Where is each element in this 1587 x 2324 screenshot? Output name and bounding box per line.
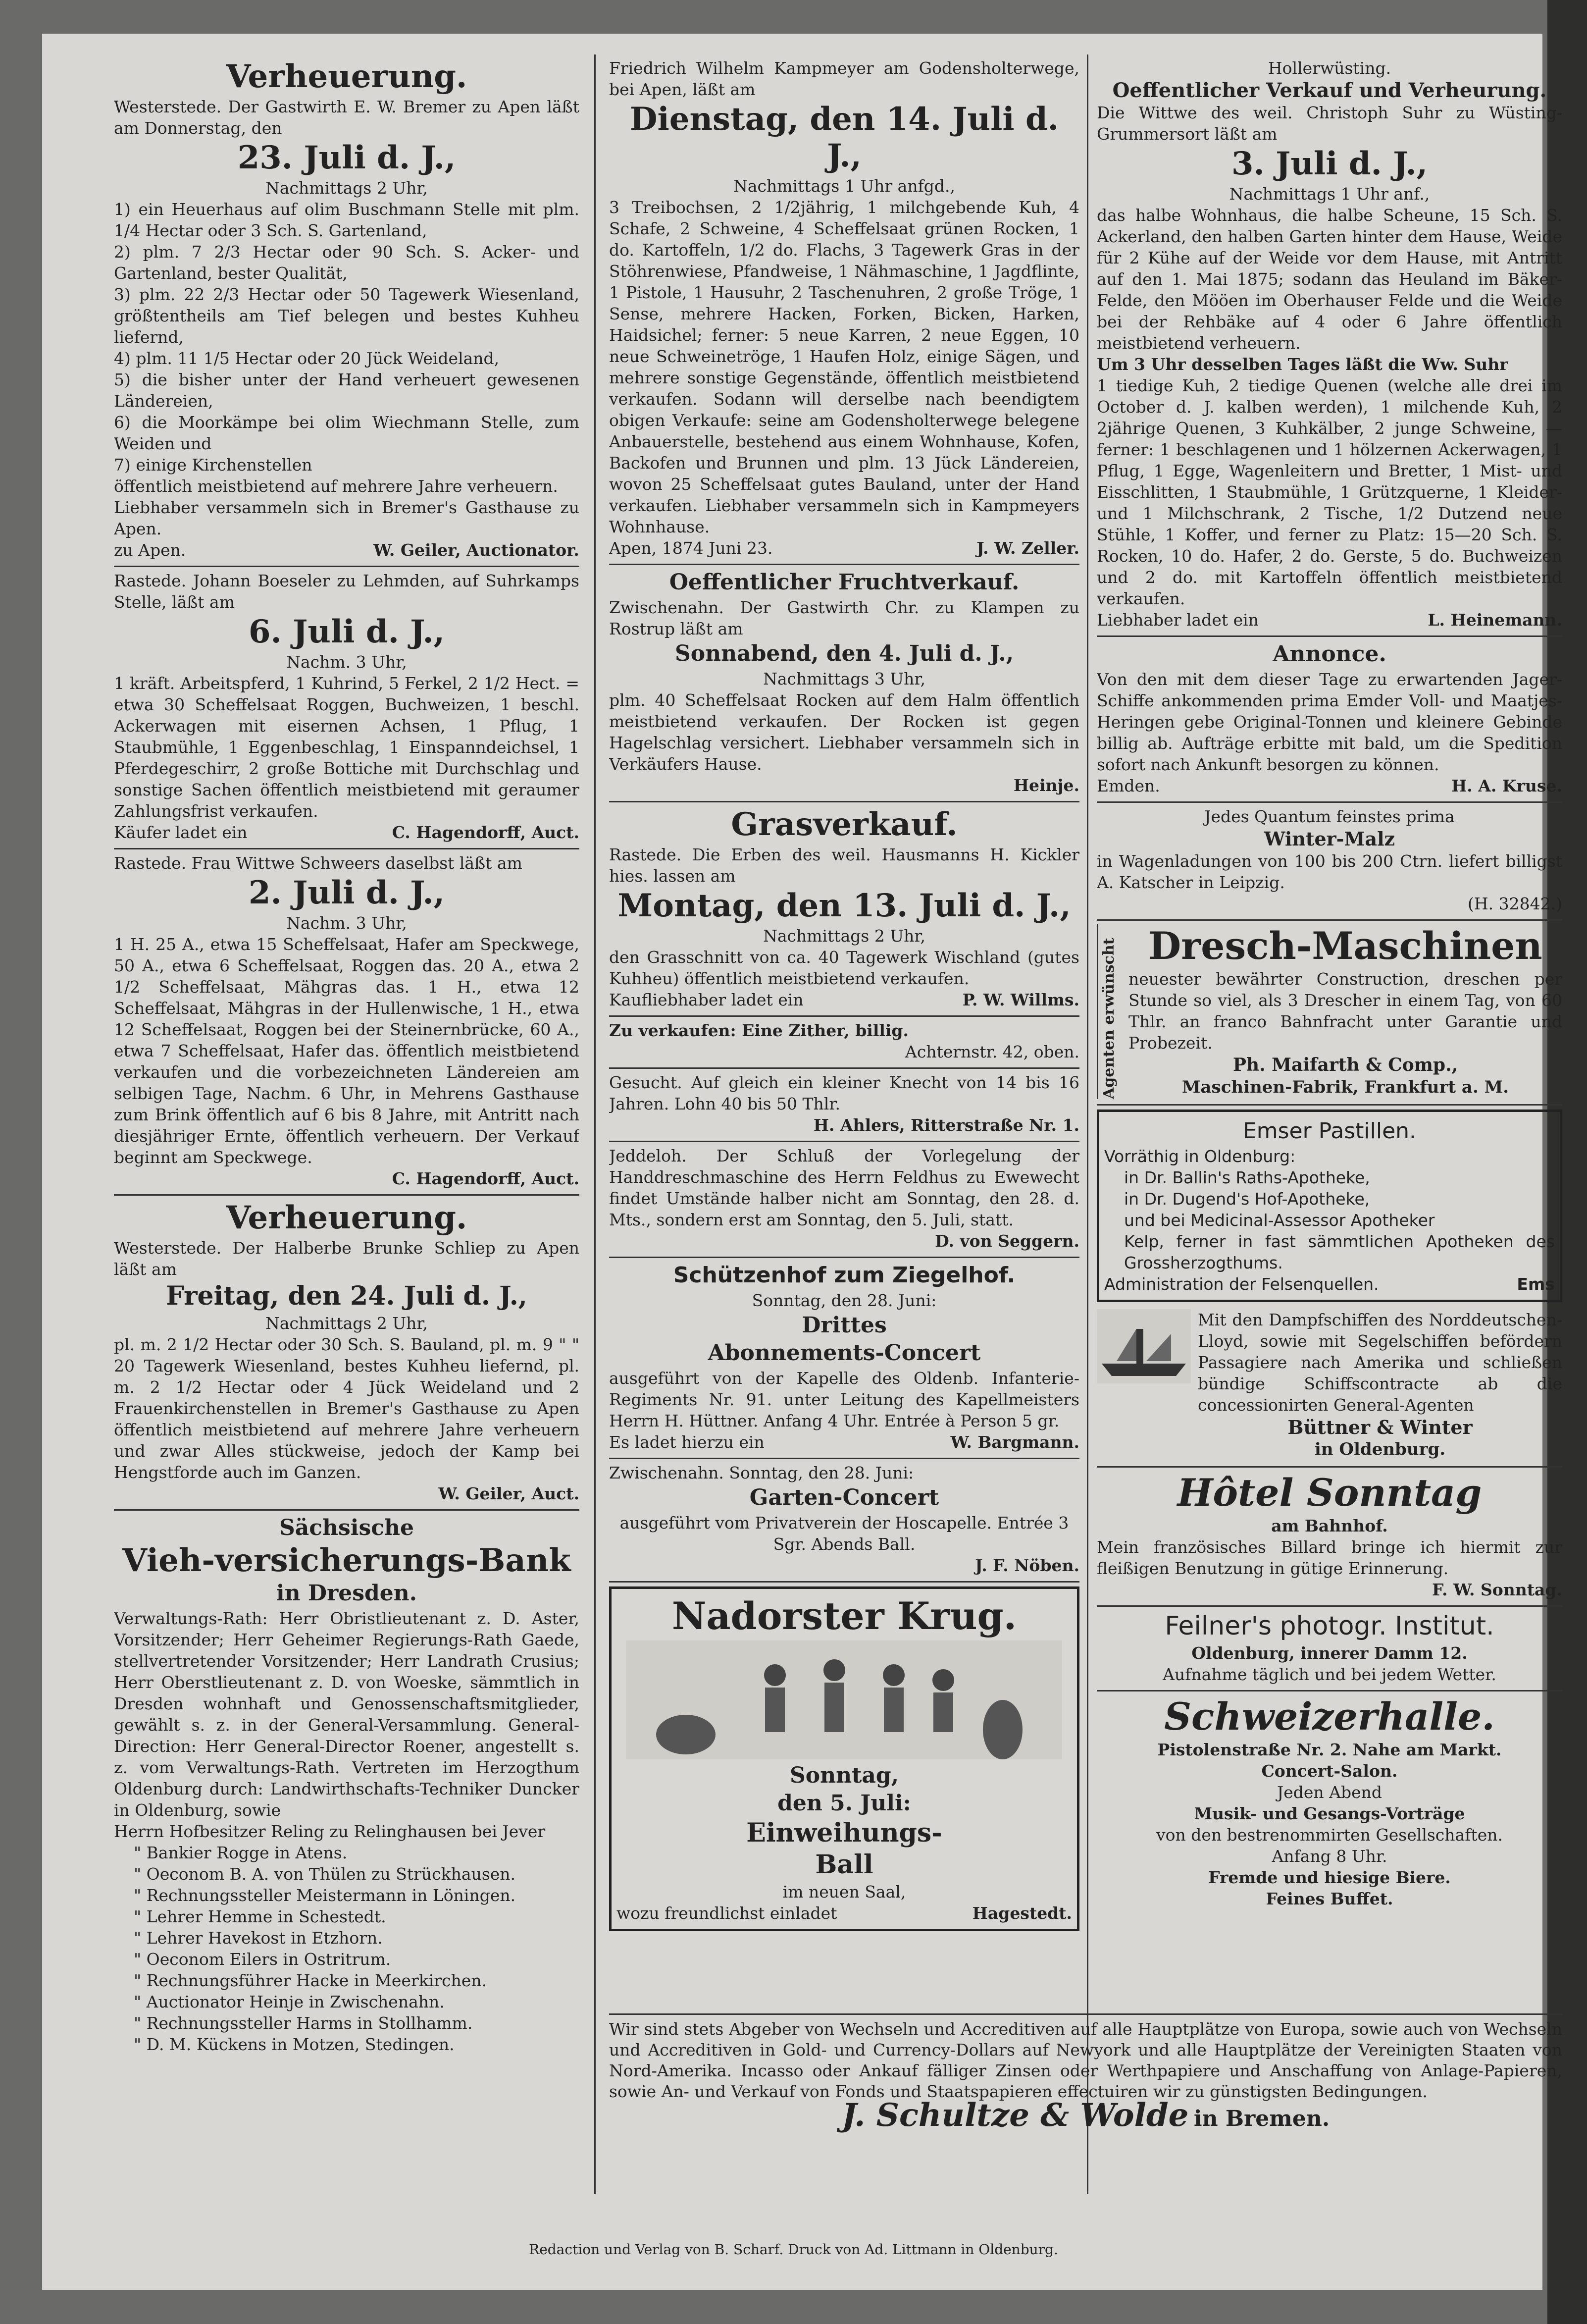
ad-schweizerhalle [1097, 1691, 1562, 1914]
ad-line: in Dr. Dugend's Hof-Apotheke, [1124, 1189, 1370, 1209]
ad-gesucht [609, 1069, 1079, 1142]
ad-schultze-wolde [609, 2013, 1562, 2134]
ad-verheuerung-bremer [114, 54, 579, 567]
ad-place: Emden. [1097, 776, 1160, 795]
ad-item: öffentlich meistbietend auf mehrere Jahre verheuern. [114, 476, 558, 496]
ad-emser-pastillen [1097, 1109, 1562, 1302]
ad-body: das halbe Wohnhaus, die halbe Scheune, 15 Sch. S. Ackerland, den halben Garten hinter dem Hause, Weide für 2 Kühe auf der Weide vor dem Hause, mit Antritt auf den 1. Mai 1875; sodann das Heuland im Bäker-Felde, den Mööen im Oberhauser Felde und die Weide bei der Rehbäke auf 4 oder 6 Jahre öffentlich meistbietend verheuern. [1097, 206, 1562, 353]
agent-line: " D. M. Kückens in Motzen, Stedingen. [134, 2035, 455, 2054]
ad-title: Verheuerung. [226, 1199, 467, 1236]
ad-invite: Es ladet hierzu ein [609, 1432, 765, 1452]
agent-line: " Rechnungssteller Harms in Stollhamm. [134, 2013, 473, 2033]
ad-time: Nachm. 3 Uhr, [286, 913, 407, 933]
imprint-footer: Redaction und Verlag von B. Scharf. Druck von Ad. Littmann in Oldenburg. [529, 2241, 1058, 2258]
ad-body: den Grasschnitt von ca. 40 Tagewerk Wischland (gutes Kuhheu) öffentlich meistbietend verkaufen. [609, 948, 1079, 988]
ad-signature: D. von Seggern. [935, 1231, 1079, 1251]
ad-firm: J. Schultze & Wolde [841, 2097, 1189, 2134]
ad-line: Pistolenstraße Nr. 2. Nahe am Markt. [1157, 1740, 1502, 1759]
ad-body: Zu verkaufen: Eine Zither, billig. [609, 1021, 909, 1040]
ad-line: Feines Buffet. [1266, 1889, 1393, 1908]
ad-line: Anfang 8 Uhr. [1272, 1847, 1387, 1866]
ad-title: Nadorster Krug. [671, 1594, 1017, 1638]
ad-place: Ems [1517, 1274, 1555, 1294]
ad-subheading: Um 3 Uhr desselben Tages läßt die Ww. Suhr [1097, 355, 1508, 374]
ad-time: Nachmittags 1 Uhr anfgd., [733, 176, 956, 196]
ad-title: Verheuerung. [226, 58, 467, 95]
ad-side-label: Agenten erwünscht [1097, 924, 1123, 1099]
ad-dreschmaschinen [1097, 921, 1562, 1106]
ad-intro: Rastede. Johann Boeseler zu Lehmden, auf Suhrkamps Stelle, läßt am [114, 571, 579, 612]
ad-title: Winter-Malz [1264, 828, 1395, 850]
agent-line: Herrn Hofbesitzer Reling zu Relinghausen bei Jever [114, 1822, 546, 1841]
ad-title: Annonce. [1273, 641, 1386, 667]
ad-fruchtverkauf [609, 565, 1079, 802]
ad-invite: wozu freundlichst einladet [616, 1903, 837, 1923]
ad-place: Apen, 1874 Juni 23. [609, 538, 773, 558]
ad-item: 6) die Moorkämpe bei olim Wiechmann Stelle, zum Weiden und [114, 413, 579, 453]
ad-place: Hollerwüsting. [1268, 58, 1391, 78]
ad-signature: W. Geiler, Auctionator. [373, 540, 579, 560]
ad-title: Sächsische [279, 1515, 414, 1540]
ad-boeseler [114, 567, 579, 849]
ad-item: 5) die bisher unter der Hand verheuert gewesenen Ländereien, [114, 370, 579, 411]
agent-line: " Lehrer Havekost in Etzhorn. [134, 1928, 383, 1948]
ad-date: 6. Juli d. J., [249, 613, 445, 650]
ad-line: Musik- und Gesangs-Vorträge [1194, 1804, 1465, 1823]
agent-line: " Auctionator Heinje in Zwischenahn. [134, 1992, 445, 2011]
column-1 [114, 54, 579, 2194]
ad-nadorster-krug [609, 1586, 1079, 1931]
ad-title: Dresch-Maschinen [1148, 924, 1542, 968]
ad-signature: H. Ahlers, Ritterstraße Nr. 1. [813, 1115, 1079, 1135]
ad-body: neuester bewährter Construction, dreschen per Stunde so viel, als 3 Drescher in einem Tag, von 60 Thlr. an franco Bahnfracht unter Garantie und Probezeit. [1128, 969, 1562, 1053]
ad-line: im neuen Saal, [782, 1882, 906, 1901]
ad-body: Verwaltungs-Rath: Herr Obristlieutenant z. D. Aster, Vorsitzender; Herr Geheimer Regierungs-Rath Gaede, stellvertretender Vorsitzender; Herr Landrath Crusius; Herr Oberstlieutenant z. D. von Woeske, sämmtlich in Dresden wohnhaft und Genossenschaftsmitglieder, gewählt s. z. in der General-Versammlung. General-Direction: Herr General-Director Roener, angestellt s. z. vom Verwaltungs-Rath. Vertreten im Herzogthum Oldenburg durch: Landwirthschafts-Techniker Duncker in Oldenburg, sowie [114, 1609, 579, 1820]
ad-firm-place: in Bremen. [1193, 2106, 1330, 2131]
ad-body: 1 H. 25 A., etwa 15 Scheffelsaat, Hafer am Speckwege, 50 A., etwa 6 Scheffelsaat, Roggen das. 20 A., etwa 2 1/2 Scheffelsaat, Mähgras das. 1 H., etwa 12 Scheffelsaat, Mähgras in der Hullenwische, 1 H., etwa 12 Scheffelsaat, Roggen bei der Steinernbrücke, 60 A., etwa 7 Scheffelsaat, Hafer das. öffentlich meistbietend verkaufen und die vorbezeichneten Ländereien am selbigen Tage, Nachm. 6 Uhr, in Mehrens Gasthause zum Brink öffentlich auf 6 bis 8 Jahre, mit Antritt nach diesjähriger Ernte, öffentlich verheuern. Der Verkauf beginnt am Speckwege. [114, 935, 579, 1167]
ad-signature: C. Hagendorff, Auct. [392, 1169, 579, 1188]
ad-title: Oeffentlicher Fruchtverkauf. [669, 570, 1020, 595]
ad-garten-concert [609, 1459, 1079, 1583]
ad-date: Sonnabend, den 4. Juli d. J., [674, 641, 1014, 666]
ad-title: Drittes [802, 1313, 887, 1338]
ad-viehversicherung [114, 1511, 579, 2060]
agent-line: " Lehrer Hemme in Schestedt. [134, 1907, 386, 1926]
ad-malz [1097, 803, 1562, 921]
ad-signature: P. W. Willms. [962, 990, 1079, 1009]
ad-address: Achternstr. 42, oben. [905, 1042, 1079, 1061]
ad-item: 1) ein Heuerhaus auf olim Buschmann Stelle mit plm. 1/4 Hectar oder 3 Sch. S. Gartenland, [114, 200, 579, 240]
agent-line: " Oeconom Eilers in Ostritrum. [134, 1950, 391, 1969]
ad-title: Oeffentlicher Verkauf und Verheurung. [1112, 79, 1547, 102]
ad-item: Liebhaber versammeln sich in Bremer's Gasthause zu Apen. [114, 498, 579, 538]
ad-place: zu Apen. [114, 540, 186, 560]
ad-line: Fremde und hiesige Biere. [1208, 1868, 1451, 1887]
ad-body: 3 Treibochsen, 2 1/2jährig, 1 milchgebende Kuh, 4 Schafe, 2 Schweine, 4 Scheffelsaat grünen Rocken, 1 do. Kartoffeln, 1/2 do. Flachs, 3 Tagewerk Gras in der Stöhrenwiese, Pfandweise, 1 Nähmaschine, 1 Jagdflinte, 1 Pistole, 1 Hausuhr, 2 Taschenuhren, 2 große Tröge, 1 Sense, mehrere Hacken, Forken, Bicken, Harken, Haidsichel; ferner: 5 neue Karren, 2 neue Eggen, 10 neue Schweinetröge, 1 Haufen Holz, einige Sägen, und mehrere sonstige Gegenstände, öffentlich meistbietend verkaufen. Sodann will derselbe nach beendigtem obigen Verkaufe: seine am Godensholterwege belegene Anbauerstelle, bestehend aus einem Wohnhause, Kofen, Backofen und Brunnen und plm. 13 Jück Ländereien, wovon 25 Scheffelsaat gutes Bauland, unter der Hand verkaufen. Liebhaber versammeln sich in Kampmeyers Wohnhause. [609, 198, 1079, 536]
column-2 [609, 54, 1079, 2194]
ad-buettner-winter [1097, 1306, 1562, 1468]
ad-title: Schweizerhalle. [1164, 1694, 1495, 1739]
steamship-icon [1097, 1309, 1191, 1383]
ad-signature: L. Heinemann. [1428, 610, 1562, 630]
ad-signature: Heinje. [1013, 776, 1079, 795]
ad-body: Wir sind stets Abgeber von Wechseln und Accreditiven auf alle Hauptplätze von Europa, sowie auch von Wechseln und Accreditiven in Gold- und Currency-Dollars auf Newyork und alle Hauptplätze der Vereinigten Staaten von Nord-Amerika. Incasso oder Ankauf fälliger Zinsen oder Werthpapiere und Anschaffung von Anlage-Papieren, sowie An- und Verkauf von Fonds und Staatspapieren effectuiren wir zu günstigsten Bedingungen. [609, 2019, 1562, 2101]
ad-signature: C. Hagendorff, Auct. [392, 823, 579, 842]
ad-intro: Zwischenahn. Sonntag, den 28. Juni: [609, 1463, 914, 1482]
ad-body: Gesucht. Auf gleich ein kleiner Knecht von 14 bis 16 Jahren. Lohn 40 bis 50 Thlr. [609, 1073, 1079, 1113]
ad-body: 1 kräft. Arbeitspferd, 1 Kuhrind, 5 Ferkel, 2 1/2 Hect. = etwa 30 Scheffelsaat Roggen, Buchweizen, 1 beschl. Ackerwagen mit eisernen Achsen, 1 Pflug, 1 Staubmühle, 1 Eggenbeschlag, 1 Einspanndeichsel, 1 Pferdegeschirr, 2 große Bottiche mit Durchschlag und sonstige Sachen öffentlich meistbietend mit geraumer Zahlungsfrist verkaufen. [114, 674, 579, 821]
agent-line: " Rechnungsführer Hacke in Meerkirchen. [134, 1971, 487, 1990]
ad-line: in Dr. Ballin's Raths-Apotheke, [1124, 1168, 1370, 1187]
ad-title: Schützenhof zum Ziegelhof. [673, 1263, 1016, 1288]
ad-body: ausgeführt vom Privatverein der Hoscapelle. Entrée 3 Sgr. Abends Ball. [619, 1513, 1069, 1554]
ad-line: Concert-Salon. [1261, 1761, 1398, 1781]
ad-line: Sonntag, [789, 1763, 899, 1788]
ad-intro: Rastede. Frau Wittwe Schweers daselbst läßt am [114, 853, 522, 873]
ad-body: Jeddeloh. Der Schluß der Vorlegelung der Handdreschmaschine des Herrn Feldhus zu Ewewecht findet Umstände halber nicht am Sonntag, den 28. d. Mts., sondern erst am Sonntag, den 5. Juli, statt. [609, 1146, 1079, 1229]
column-rule-1 [594, 54, 596, 2194]
ad-firm: Maschinen-Fabrik, Frankfurt a. M. [1181, 1077, 1509, 1097]
ad-zither [609, 1017, 1079, 1069]
ad-item: 7) einige Kirchenstellen [114, 455, 312, 475]
ad-line: den 5. Juli: [777, 1791, 911, 1816]
ad-signature: J. F. Nöben. [975, 1556, 1079, 1575]
ad-signature: J. W. Zeller. [976, 538, 1079, 558]
ad-title: Abonnements-Concert [708, 1340, 981, 1366]
ad-body: 1 tiedige Kuh, 2 tiedige Quenen (welche alle drei im October d. J. kalben werden), 1 milchende Kuh, 2 2jährige Quenen, 3 Kuhkälber, 2 junge Schweine, — ferner: 1 beschlagenen und 1 hölzernen Ackerwagen, 1 Pflug, 1 Egge, Wagenleitern und Bretter, 1 Mist- und Eisschlitten, 1 Staubmühle, 1 Grützquerne, 1 Kleider- und 1 Milchschrank, 2 Tische, 1/2 Dutzend neue Stühle, 1 Koffer, und ferner zu Platz: 15—20 Sch. S. Rocken, 10 do. Hafer, 2 do. Gerste, 5 do. Buchweizen und 2 do. mit Kartoffeln öffentlich meistbietend verkaufen. [1097, 376, 1562, 608]
ad-intro: Friedrich Wilhelm Kampmeyer am Godensholterwege, bei Apen, läßt am [609, 58, 1079, 99]
ad-firm: Büttner & Winter [1287, 1416, 1473, 1438]
ad-date: Sonntag, den 28. Juni: [752, 1291, 937, 1310]
ad-line: Aufnahme täglich und bei jedem Wetter. [1163, 1665, 1496, 1684]
agent-line: " Oeconom B. A. von Thülen zu Strückhausen. [134, 1864, 516, 1884]
ad-body: Mein französisches Billard bringe ich hiermit zur fleißigen Benutzung in gütige Erinnerung. [1097, 1537, 1562, 1578]
ad-body: Mit den Dampfschiffen des Norddeutschen-Lloyd, sowie mit Segelschiffen befördern Passagiere nach Amerika und schließen bündige Schiffscontracte ab die concessionirten General-Agenten [1198, 1310, 1562, 1415]
ad-verheuerung-schliep [114, 1196, 579, 1511]
column-rule-2 [1087, 54, 1088, 2194]
ad-date: Montag, den 13. Juli d. J., [617, 887, 1071, 924]
ad-intro: Westerstede. Der Halberbe Brunke Schliep zu Apen läßt am [114, 1238, 579, 1279]
ad-signature: W. Bargmann. [950, 1432, 1079, 1452]
ad-signature: H. A. Kruse. [1451, 776, 1562, 795]
ad-date: Freitag, den 24. Juli d. J., [166, 1281, 527, 1311]
ad-invite: Liebhaber ladet ein [1097, 610, 1259, 630]
ad-signature: F. W. Sonntag. [1432, 1580, 1562, 1599]
ad-signature: W. Geiler, Auct. [438, 1484, 579, 1503]
agent-line: " Bankier Rogge in Atens. [134, 1843, 348, 1862]
ad-reference: (H. 32842.) [1468, 894, 1562, 913]
agent-line: " Rechnungssteller Meistermann in Löningen. [134, 1886, 516, 1905]
ad-jeddeloh [609, 1142, 1079, 1258]
ad-grasverkauf [609, 802, 1079, 1017]
ad-annonce [1097, 637, 1562, 803]
ad-body: pl. m. 2 1/2 Hectar oder 30 Sch. S. Bauland, pl. m. 9 " " 20 Tagewerk Wiesenland, bestes Kuhheu liefernd, pl. m. 2 1/2 Hectar oder 4 Jück Weideland und 2 Frauenkirchenstellen in Bremer's Gasthause zu Apen öffentlich meistbietend auf mehrere Jahre verheuern und zwar Alles stückweise, jedoch der Kamp bei Hengstforde auch im Ganzen. [114, 1335, 579, 1482]
ad-line: Jeden Abend [1277, 1783, 1382, 1802]
ad-intro: Zwischenahn. Der Gastwirth Chr. zu Klampen zu Rostrup läßt am [609, 598, 1079, 638]
ad-time: Nachmittags 2 Uhr, [265, 1314, 428, 1333]
ad-invite: Kaufliebhaber ladet ein [609, 990, 804, 1009]
ad-title: Vieh-versicherungs-Bank [122, 1542, 571, 1579]
ad-invite: Käufer ladet ein [114, 823, 248, 842]
ad-date: 2. Juli d. J., [249, 874, 445, 911]
ad-title: Grasverkauf. [731, 806, 958, 843]
ad-signature: Hagestedt. [972, 1903, 1072, 1923]
ad-kampmeyer [609, 54, 1079, 565]
ad-body: Die Wittwe des weil. Christoph Suhr zu Wüsting-Grummersort läßt am [1097, 103, 1562, 144]
ad-body: plm. 40 Scheffelsaat Rocken auf dem Halm öffentlich meistbietend verkaufen. Der Rocken ist gegen Hagelschlag versichert. Liebhaber versammeln sich in Verkäufers Hause. [609, 690, 1079, 774]
ad-body: Von den mit dem dieser Tage zu erwartenden Jager-Schiffe ankommenden prima Emder Voll- und Maatjes-Heringen gebe Original-Tonnen und kleinere Gebinde billig ab. Aufträge erbitte mit bald, um die Spedition sofort nach Ankunft besorgen zu können. [1097, 670, 1562, 774]
ad-body: in Wagenladungen von 100 bis 200 Ctrn. liefert billigst A. Katscher in Leipzig. [1097, 851, 1562, 892]
ad-line: Einweihungs- [746, 1818, 942, 1848]
ad-schuetzenhof [609, 1258, 1079, 1459]
ad-line: Ball [815, 1849, 873, 1880]
ad-suhr [1097, 54, 1562, 637]
ad-item: 3) plm. 22 2/3 Hectar oder 50 Tagewerk Wiesenland, größtentheils am Tief belegen und bestes Kuhheu liefernd, [114, 285, 579, 347]
ad-intro: Rastede. Die Erben des weil. Hausmanns H. Kickler hies. lassen am [609, 845, 1079, 886]
ad-line: und bei Medicinal-Assessor Apotheker [1124, 1211, 1435, 1230]
ad-subtitle: am Bahnhof. [1271, 1516, 1388, 1535]
ad-body: Jedes Quantum feinstes prima [1204, 807, 1455, 826]
ad-item: 4) plm. 11 1/5 Hectar oder 20 Jück Weideland, [114, 349, 500, 368]
ad-time: Nachm. 3 Uhr, [286, 652, 407, 672]
ad-time: Nachmittags 2 Uhr, [763, 926, 926, 946]
ad-time: Nachmittags 1 Uhr anf., [1229, 184, 1430, 204]
ad-schweers [114, 849, 579, 1196]
ad-time: Nachmittags 2 Uhr, [265, 178, 428, 198]
ad-title: Feilner's photogr. Institut. [1165, 1611, 1494, 1641]
ad-hotel-sonntag [1097, 1468, 1562, 1607]
ad-line: von den bestrenommirten Gesellschaften. [1156, 1825, 1503, 1845]
ad-title: Emser Pastillen. [1242, 1118, 1417, 1144]
ad-firm: in Oldenburg. [1314, 1439, 1446, 1459]
ad-title: Hôtel Sonntag [1177, 1471, 1482, 1515]
ad-subtitle: in Dresden. [276, 1581, 417, 1606]
ad-item: 2) plm. 7 2/3 Hectar oder 90 Sch. S. Acker- und Gartenland, bester Qualität, [114, 242, 579, 283]
ad-date: 23. Juli d. J., [237, 139, 456, 176]
ad-line: Oldenburg, innerer Damm 12. [1191, 1643, 1468, 1663]
column-3 [1097, 54, 1562, 2194]
ad-date: 3. Juli d. J., [1231, 145, 1428, 182]
ad-time: Nachmittags 3 Uhr, [763, 669, 926, 688]
ad-date: Dienstag, den 14. Juli d. J., [629, 101, 1059, 174]
ad-line: Vorräthig in Oldenburg: [1104, 1147, 1296, 1166]
ad-body: ausgeführt von der Kapelle des Oldenb. Infanterie-Regiments Nr. 91. unter Leitung des Kapellmeisters Herrn H. Hüttner. Anfang 4 Uhr. Entrée à Person 5 gr. [609, 1369, 1079, 1430]
ad-signature: Administration der Felsenquellen. [1104, 1274, 1379, 1294]
ad-line: Kelp, ferner in fast sämmtlichen Apotheken des Grossherzogthums. [1124, 1232, 1555, 1272]
ad-feilner [1097, 1607, 1562, 1691]
ad-intro: Westerstede. Der Gastwirth E. W. Bremer zu Apen läßt am Donnerstag, den [114, 97, 579, 138]
musicians-illustration [626, 1640, 1062, 1759]
ad-title: Garten-Concert [749, 1485, 939, 1510]
ad-firm: Ph. Maifarth & Comp., [1232, 1055, 1458, 1075]
